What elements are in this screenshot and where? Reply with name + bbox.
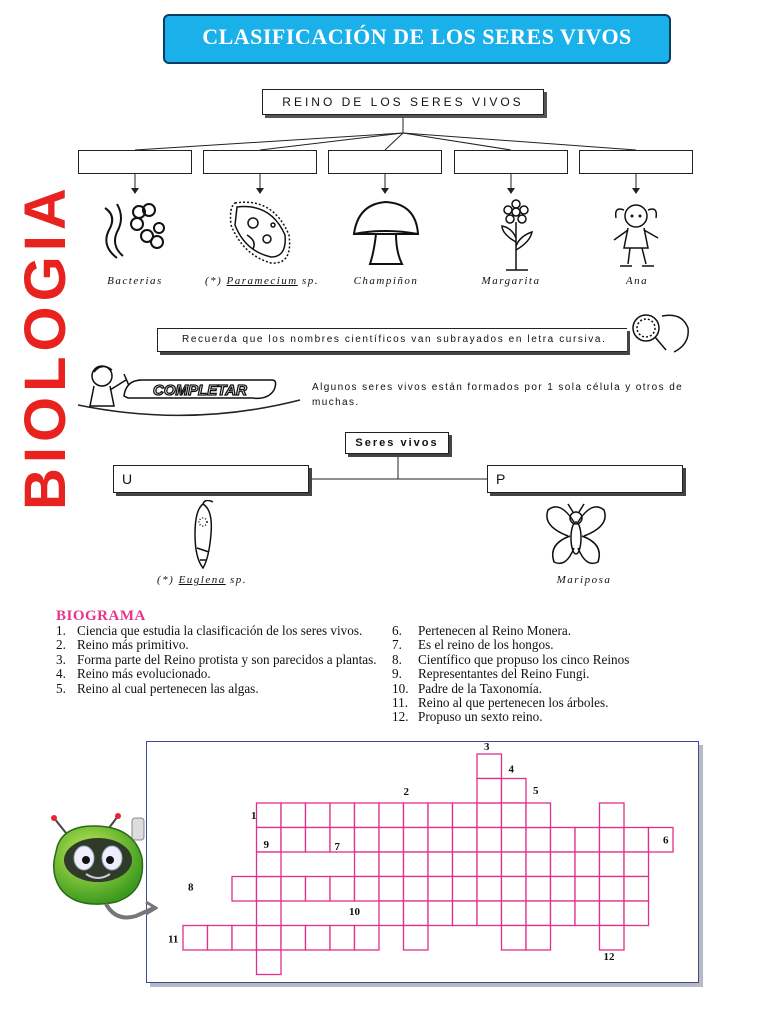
- caption-mariposa: Mariposa: [556, 574, 612, 586]
- completar-instruction: Algunos seres vivos están formados por 1 sola célula y otros de muchas.: [312, 382, 684, 408]
- crossword-cell[interactable]: [502, 852, 527, 877]
- caption-ana: Ana: [625, 275, 649, 287]
- clue-number: 8.: [392, 651, 402, 667]
- robot-mascot-icon: [46, 812, 158, 930]
- clue-text: Reino al que pertenecen los árboles.: [418, 695, 609, 711]
- crossword-cell[interactable]: [600, 877, 625, 902]
- crossword-cell[interactable]: [502, 828, 527, 853]
- crossword-cell[interactable]: [453, 877, 478, 902]
- clue-text: Padre de la Taxonomía.: [418, 680, 543, 696]
- crossword-cell[interactable]: [281, 803, 306, 828]
- clue-text: Forma parte del Reino protista y son parecidos a plantas.: [77, 651, 377, 667]
- clue-text: Reino al cual pertenecen las algas.: [77, 680, 259, 696]
- crossword-cell[interactable]: [428, 877, 453, 902]
- reminder-bar: Recuerda que los nombres científicos van subrayados en letra cursiva.: [157, 328, 627, 352]
- crossword-cell[interactable]: [404, 828, 429, 853]
- clue-text: Representantes del Reino Fungi.: [418, 666, 590, 682]
- crossword-cell[interactable]: [232, 877, 257, 902]
- clue-text: Pertenecen al Reino Monera.: [418, 623, 572, 638]
- clue-text: Científico que propuso los cinco Reinos: [418, 651, 630, 667]
- crossword-cell[interactable]: [257, 950, 282, 975]
- crossword-cell[interactable]: [575, 901, 600, 926]
- crossword-cell[interactable]: [428, 803, 453, 828]
- crossword-cell[interactable]: [330, 877, 355, 902]
- clue-text: Reino más primitivo.: [77, 637, 189, 653]
- clue-number: 6.: [392, 623, 402, 638]
- crossword-cell[interactable]: [477, 852, 502, 877]
- crossword-cell[interactable]: [306, 828, 331, 853]
- crossword-cell[interactable]: [526, 828, 551, 853]
- crossword-cell[interactable]: [551, 852, 576, 877]
- crossword-cell[interactable]: [404, 852, 429, 877]
- clue-number: 4.: [56, 666, 66, 682]
- crossword-cell[interactable]: [526, 877, 551, 902]
- crossword-cell[interactable]: [330, 803, 355, 828]
- crossword-cell[interactable]: [502, 779, 527, 804]
- crossword-cell[interactable]: [600, 828, 625, 853]
- crossword-number: 6: [663, 834, 669, 847]
- caption-paramecium-name: Paramecium: [226, 275, 298, 287]
- crossword-cell[interactable]: [600, 803, 625, 828]
- crossword-cell[interactable]: [575, 828, 600, 853]
- crossword-cell[interactable]: [379, 852, 404, 877]
- caption-paramecium-prefix: (*): [204, 275, 227, 287]
- page-title: CLASIFICACIÓN DE LOS SERES VIVOS: [202, 24, 632, 49]
- crossword-cell[interactable]: [453, 803, 478, 828]
- crossword-cell[interactable]: [526, 803, 551, 828]
- crossword-cell[interactable]: [355, 926, 380, 951]
- crossword-cell[interactable]: [428, 852, 453, 877]
- crossword-cell[interactable]: [404, 901, 429, 926]
- crossword-cell[interactable]: [306, 926, 331, 951]
- clue-text: Es el reino de los hongos.: [418, 637, 554, 653]
- crossword-cell[interactable]: [257, 901, 282, 926]
- crossword-cell[interactable]: [575, 852, 600, 877]
- clue-number: 5.: [56, 680, 66, 696]
- crossword-cell[interactable]: [526, 901, 551, 926]
- crossword-cell[interactable]: [600, 926, 625, 951]
- caption-euglena-suffix: sp.: [225, 574, 248, 586]
- caption-euglena-name: Euglena: [178, 574, 226, 586]
- crossword-number: 10: [349, 906, 360, 918]
- crossword-cell[interactable]: [624, 901, 649, 926]
- crossword-cell[interactable]: [281, 828, 306, 853]
- clue-number: 11.: [392, 695, 408, 711]
- clue-number: 2.: [56, 637, 66, 653]
- crossword-cell[interactable]: [624, 828, 649, 853]
- crossword-number: 9: [263, 839, 269, 851]
- caption-margarita: Margarita: [481, 275, 541, 287]
- kingdoms-root-box: REINO DE LOS SERES VIVOS: [262, 89, 544, 115]
- crossword-cell[interactable]: [428, 828, 453, 853]
- crossword-cell[interactable]: [281, 877, 306, 902]
- crossword-cell[interactable]: [379, 803, 404, 828]
- crossword-cell[interactable]: [600, 901, 625, 926]
- crossword-cell[interactable]: [453, 901, 478, 926]
- crossword-cell[interactable]: [477, 828, 502, 853]
- crossword-cell[interactable]: [355, 828, 380, 853]
- crossword-cell[interactable]: [453, 828, 478, 853]
- caption-paramecium-suffix: sp.: [297, 275, 320, 287]
- crossword-cell[interactable]: [624, 852, 649, 877]
- crossword-cell[interactable]: [526, 852, 551, 877]
- crossword-cell[interactable]: [551, 901, 576, 926]
- crossword-number: 1: [251, 810, 257, 822]
- unicellular-answer-box[interactable]: U: [113, 465, 309, 493]
- crossword-cell[interactable]: [477, 877, 502, 902]
- crossword-cell[interactable]: [600, 852, 625, 877]
- caption-bacterias: Bacterias: [107, 275, 163, 287]
- seres-vivos-root: Seres vivos: [345, 432, 449, 454]
- crossword-cell[interactable]: [453, 852, 478, 877]
- crossword-cell[interactable]: [257, 803, 282, 828]
- crossword-number: 8: [188, 881, 194, 894]
- crossword-cell[interactable]: [183, 926, 208, 951]
- crossword-cell[interactable]: [355, 852, 380, 877]
- crossword-cell[interactable]: [355, 877, 380, 902]
- clue-number: 3.: [56, 651, 66, 667]
- crossword-cell[interactable]: [551, 877, 576, 902]
- crossword-cell[interactable]: [624, 877, 649, 902]
- crossword-number: 5: [533, 785, 539, 797]
- crossword-cell[interactable]: [477, 779, 502, 804]
- crossword-cell[interactable]: [257, 877, 282, 902]
- crossword-number: 11: [168, 933, 179, 946]
- crossword-cell[interactable]: [502, 803, 527, 828]
- clue-number: 10.: [392, 680, 409, 696]
- side-label: BIOLOGIA: [13, 183, 78, 510]
- crossword-cell[interactable]: [208, 926, 233, 951]
- crossword-cell[interactable]: [404, 926, 429, 951]
- crossword-number: 4: [508, 763, 514, 776]
- crossword-cell[interactable]: [281, 926, 306, 951]
- crossword-cell[interactable]: [306, 803, 331, 828]
- clue-number: 1.: [56, 623, 66, 638]
- crossword-cell[interactable]: [379, 877, 404, 902]
- caption-euglena-prefix: (*): [156, 574, 179, 586]
- crossword-cell[interactable]: [502, 877, 527, 902]
- pluricellular-answer-box[interactable]: P: [487, 465, 683, 493]
- crossword-number: 2: [403, 786, 409, 798]
- clue-number: 12.: [392, 709, 409, 725]
- crossword-cell[interactable]: [257, 852, 282, 877]
- biograma-title: BIOGRAMA: [56, 608, 146, 624]
- crossword-cell[interactable]: [502, 926, 527, 951]
- crossword-cell[interactable]: [428, 901, 453, 926]
- crossword-cell[interactable]: [649, 828, 674, 853]
- crossword-number: 12: [603, 951, 615, 963]
- crossword-cell[interactable]: [257, 926, 282, 951]
- clue-text: Reino más evolucionado.: [77, 666, 211, 682]
- crossword-number: 7: [334, 841, 340, 853]
- crossword-cell[interactable]: [551, 828, 576, 853]
- crossword-number: 3: [484, 741, 490, 753]
- crossword-cell[interactable]: [502, 901, 527, 926]
- crossword-cell[interactable]: [330, 926, 355, 951]
- crossword-cell[interactable]: [404, 803, 429, 828]
- clue-text: Propuso un sexto reino.: [418, 709, 543, 725]
- crossword-cell[interactable]: [526, 926, 551, 951]
- crossword-cell[interactable]: [379, 901, 404, 926]
- crossword-cell[interactable]: [477, 754, 502, 779]
- crossword-cell[interactable]: [232, 926, 257, 951]
- completar-label: COMPLETAR: [153, 382, 247, 399]
- crossword-cell[interactable]: [379, 828, 404, 853]
- clue-text: Ciencia que estudia la clasificación de los seres vivos.: [77, 623, 363, 638]
- clue-number: 7.: [392, 637, 402, 653]
- crossword-cell[interactable]: [404, 877, 429, 902]
- crossword-cell[interactable]: [477, 901, 502, 926]
- crossword-cell[interactable]: [355, 803, 380, 828]
- caption-champinon: Champiñon: [353, 275, 419, 287]
- crossword-cell[interactable]: [306, 877, 331, 902]
- crossword-cell[interactable]: [575, 877, 600, 902]
- clue-number: 9.: [392, 666, 402, 682]
- crossword-cell[interactable]: [477, 803, 502, 828]
